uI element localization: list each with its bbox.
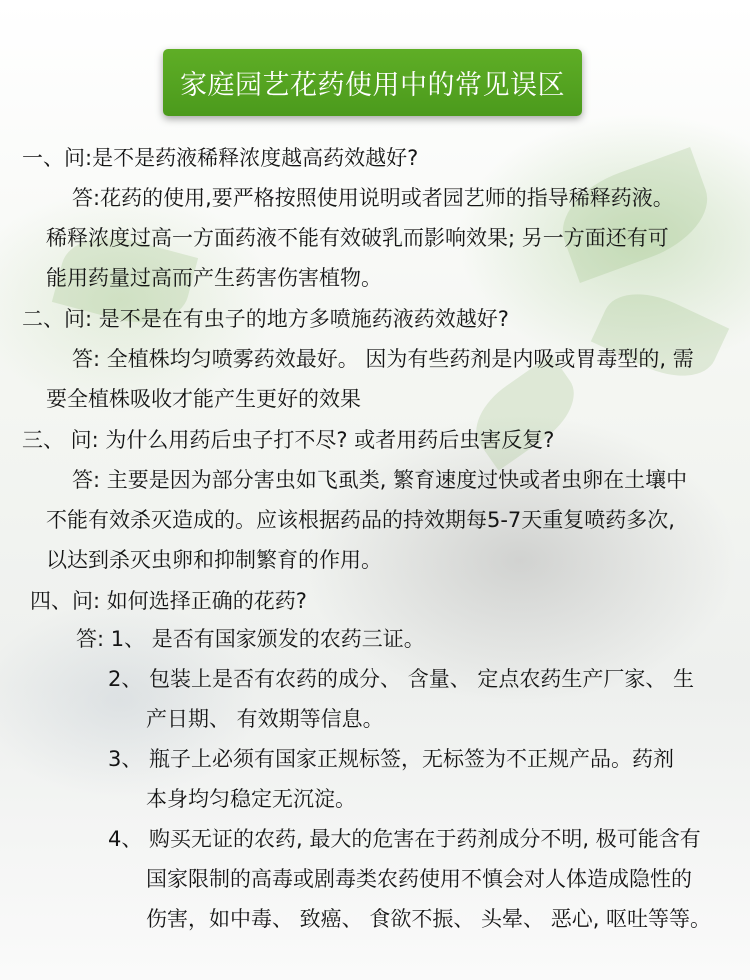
answer-1-line: 稀释浓度过高一方面药液不能有效破乳而影响效果; 另一方面还有可 bbox=[46, 226, 669, 250]
answer-2-line: 答: 全植株均匀喷雾药效最好。 因为有些药剂是内吸或胃毒型的, 需 bbox=[72, 347, 694, 371]
answer-4-item: 4、 购买无证的农药, 最大的危害在于药剂成分不明, 极可能含有 bbox=[108, 827, 701, 851]
question-1: 一、问:是不是药液稀释浓度越高药效越好? bbox=[22, 146, 419, 170]
question-4: 四、问: 如何选择正确的花药? bbox=[30, 589, 307, 613]
answer-4-item-cont: 伤害，如中毒、 致癌、 食欲不振、 头晕、 恶心, 呕吐等等。 bbox=[146, 907, 712, 931]
answer-3-line: 不能有效杀灭造成的。应该根据药品的持效期每5-7天重复喷药多次, bbox=[46, 508, 675, 532]
answer-4-item-cont: 国家限制的高毒或剧毒类农药使用不慎会对人体造成隐性的 bbox=[146, 867, 692, 891]
title-banner bbox=[163, 49, 582, 116]
question-3: 三、 问: 为什么用药后虫子打不尽? 或者用药后虫害反复? bbox=[22, 428, 555, 452]
answer-1-line: 答:花药的使用,要严格按照使用说明或者园艺师的指导稀释药液。 bbox=[72, 186, 674, 210]
answer-4-item-cont: 产日期、 有效期等信息。 bbox=[146, 707, 384, 731]
answer-4-item: 2、 包装上是否有农药的成分、 含量、 定点农药生产厂家、 生 bbox=[108, 667, 695, 691]
question-2: 二、问: 是不是在有虫子的地方多喷施药液药效越好? bbox=[22, 307, 509, 331]
background-leaf bbox=[591, 278, 729, 392]
answer-3-line: 以达到杀灭虫卵和抑制繁育的作用。 bbox=[46, 548, 382, 572]
answer-4-item: 答: 1、 是否有国家颁发的农药三证。 bbox=[76, 627, 425, 651]
answer-4-item: 3、 瓶子上必须有国家正规标签，无标签为不正规产品。药剂 bbox=[108, 747, 675, 771]
answer-4-item-cont: 本身均匀稳定无沉淀。 bbox=[146, 787, 356, 811]
background-leaf bbox=[549, 147, 721, 283]
answer-2-line: 要全植株吸收才能产生更好的效果 bbox=[46, 387, 361, 411]
answer-3-line: 答: 主要是因为部分害虫如飞虱类, 繁育速度过快或者虫卵在土壤中 bbox=[72, 468, 688, 492]
answer-1-line: 能用药量过高而产生药害伤害植物。 bbox=[46, 266, 382, 290]
page-title: 家庭园艺花药使用中的常见误区 bbox=[180, 70, 565, 101]
